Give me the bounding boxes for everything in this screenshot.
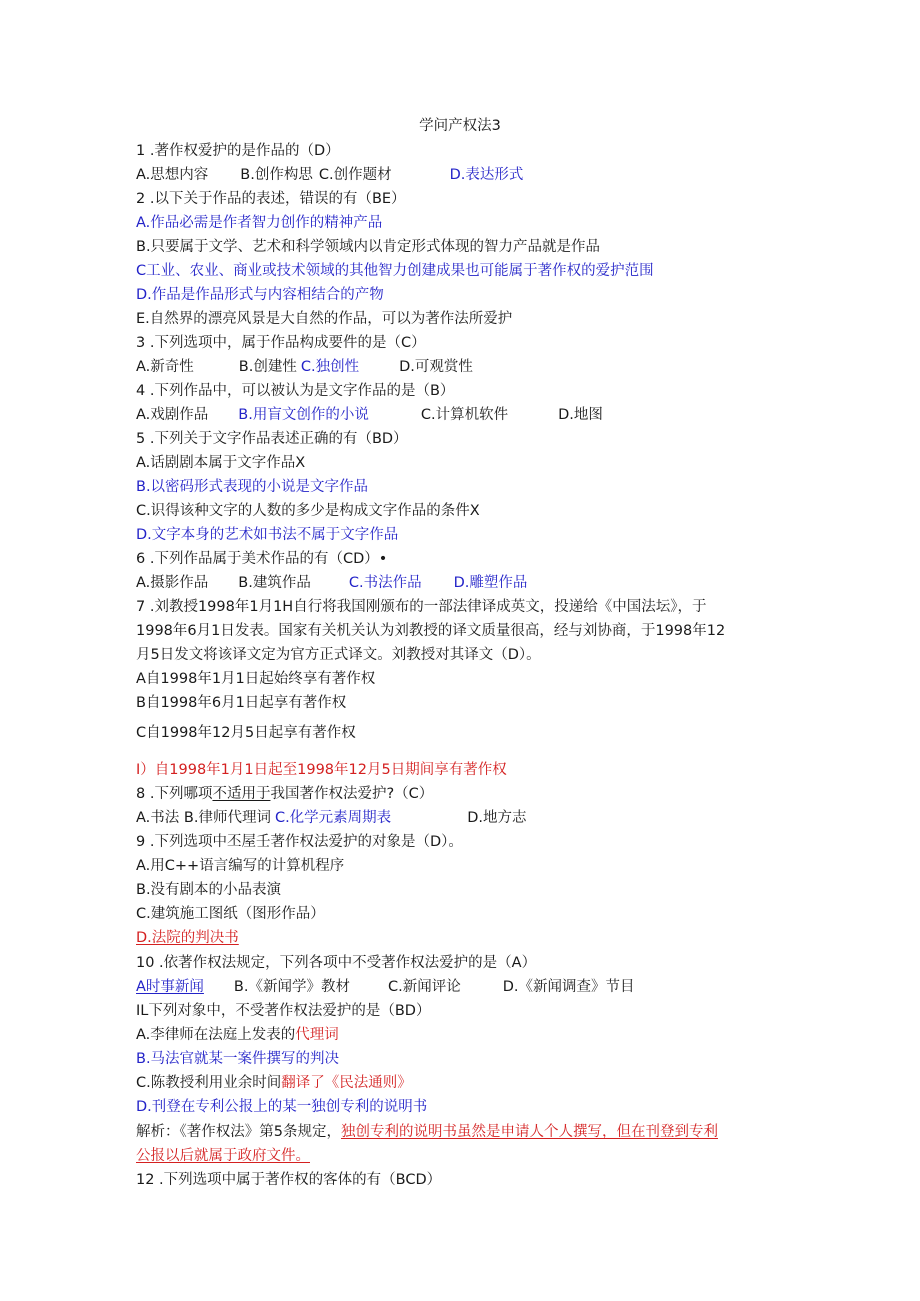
q8-stem-prefix: 8 .下列哪项 (136, 786, 213, 802)
q10-option-c: C.新闻评论 (387, 979, 461, 995)
q9-option-c: C.建筑施工图纸（图形作品） (136, 906, 325, 922)
q8-stem-underlined: 不适用于 (212, 786, 271, 802)
q9-option-a: A.用C++语言编写的计算机程序 (136, 858, 345, 874)
q4-option-a: A.戏剧作品 (136, 407, 209, 423)
q3-option-a: A.新奇性 (136, 359, 194, 375)
q4-stem: 4 .下列作品中，可以被认为是文字作品的是（B） (136, 383, 455, 399)
q11-option-d: D.刊登在专利公报上的某一独创专利的说明书 (136, 1099, 428, 1115)
q4-option-b: B.用盲文创作的小说 (238, 407, 369, 423)
q11-analysis-line1 (136, 1122, 718, 1142)
q3-option-d: D.可观赏性 (399, 359, 473, 375)
q4-option-c: C.计算机软件 (420, 407, 509, 423)
q1-option-d: D.表达形式 (449, 167, 524, 183)
q11-option-c-highlight: 翻译了《民法通则》 (281, 1075, 412, 1091)
q2-option-c: C工业、农业、商业或技术领域的其他智力创建成果也可能属于著作权的爱护范围 (136, 263, 654, 279)
q1-option-b: B.创作构思 (240, 167, 313, 183)
q7-option-c: C自1998年12月5日起享有著作权 (136, 725, 356, 741)
q12-stem: 12 .下列选项中属于著作权的客体的有（BCD） (136, 1172, 442, 1188)
q2-stem: 2 .以下关于作品的表述，错误的有（BE） (136, 191, 406, 207)
q9-option-d: D.法院的判决书 (136, 930, 239, 946)
q4-options (136, 405, 603, 425)
q5-option-c: C.识得该种文字的人数的多少是构成文字作品的条件X (136, 503, 480, 519)
q5-option-d: D.文字本身的艺术如书法不属于文字作品 (136, 527, 399, 543)
q7-stem-line3: 月5日发文将该译文定为官方正式译文。刘教授对其译文（D）。 (136, 647, 541, 663)
q3-option-c: C.独创性 (300, 359, 360, 375)
q1-options (136, 165, 523, 185)
q11-stem: IL下列对象中，不受著作权法爱护的是（BD） (136, 1003, 431, 1019)
q8-stem-suffix: 我国著作权法爱护?（C） (270, 786, 434, 802)
q9-stem: 9 .下列选项中丕屋壬著作权法爱护的对象是（D）。 (136, 834, 463, 850)
q8-options (136, 808, 526, 828)
q2-option-d: D.作品是作品形式与内容相结合的产物 (136, 287, 384, 303)
q8-option-ab: A.书法 B.律师代理词 (136, 810, 271, 826)
q5-option-a: A.话剧剧本属于文字作品X (136, 455, 306, 471)
q7-option-d: I）自1998年1月1日起至1998年12月5日期间享有著作权 (136, 762, 507, 778)
q3-option-b: B.创建性 (238, 359, 297, 375)
q5-option-b: B.以密码形式表现的小说是文字作品 (136, 479, 369, 495)
q5-stem: 5 .下列关于文字作品表述正确的有（BD） (136, 431, 408, 447)
q8-stem (136, 784, 433, 804)
q11-analysis-highlight-2: 公报以后就属于政府文件。 (136, 1148, 310, 1164)
q11-option-a-text: A.李律师在法庭上发表的 (136, 1027, 296, 1043)
q11-analysis-highlight-1: 独创专利的说明书虽然是申请人个人撰写，但在刊登到专利 (340, 1124, 718, 1140)
q3-options (136, 357, 473, 377)
q3-stem: 3 .下列选项中，属于作品构成要件的是（C） (136, 335, 426, 351)
q7-option-a: A自1998年1月1日起始终享有著作权 (136, 671, 376, 687)
q11-option-b: B.马法官就某一案件撰写的判决 (136, 1051, 340, 1067)
q11-option-c-text: C.陈教授利用业余时间 (136, 1075, 282, 1091)
q6-stem: 6 .下列作品属于美术作品的有（CD）• (136, 551, 388, 567)
q10-option-d: D.《新闻调查》节目 (502, 979, 635, 995)
q6-options (136, 573, 527, 593)
q11-option-a (136, 1025, 339, 1045)
q10-stem: 10 .依著作权法规定，下列各项中不受著作权法爱护的是（A） (136, 955, 537, 971)
q2-option-a: A.作品必需是作者智力创作的精神产品 (136, 215, 383, 231)
q10-option-b: B.《新闻学》教材 (233, 979, 350, 995)
q1-option-c: C.创作题材 (318, 167, 392, 183)
q6-option-d: D.雕塑作品 (453, 575, 528, 591)
q2-option-e: E.自然界的漂亮风景是大自然的作品，可以为著作法所爱护 (136, 311, 513, 327)
q7-stem-line1: 7 .刘教授1998年1月1H自行将我国刚颁布的一部法律译成英文，投递给《中国法坛》，于 (136, 599, 707, 615)
q4-option-d: D.地图 (558, 407, 603, 423)
q8-option-c: C.化学元素周期表 (274, 810, 392, 826)
q8-option-d: D.地方志 (467, 810, 527, 826)
q6-option-a: A.摄影作品 (136, 575, 209, 591)
q1-stem: 1 .著作权爱护的是作品的（D） (136, 143, 340, 159)
q1-option-a: A.思想内容 (136, 167, 209, 183)
q2-option-b: B.只要属于文学、艺术和科学领域内以肯定形式体现的智力产品就是作品 (136, 239, 601, 255)
q7-option-b: B自1998年6月1日起享有著作权 (136, 695, 347, 711)
q6-option-b: B.建筑作品 (238, 575, 311, 591)
q11-option-a-highlight: 代理词 (295, 1027, 339, 1043)
q11-option-c (136, 1073, 412, 1093)
q10-option-a: A时事新闻 (136, 979, 204, 995)
q9-option-b: B.没有剧本的小品表演 (136, 882, 282, 898)
q7-stem-line2: 1998年6月1日发表。国家有关机关认为刘教授的译文质量很高，经与刘协商，于1998年12 (136, 623, 726, 639)
q10-options (136, 977, 635, 997)
q11-analysis-label: 解析：《著作权法》第5条规定， (136, 1124, 341, 1140)
document-title: 学问产权法3 (419, 118, 501, 134)
q6-option-c: C.书法作品 (348, 575, 422, 591)
